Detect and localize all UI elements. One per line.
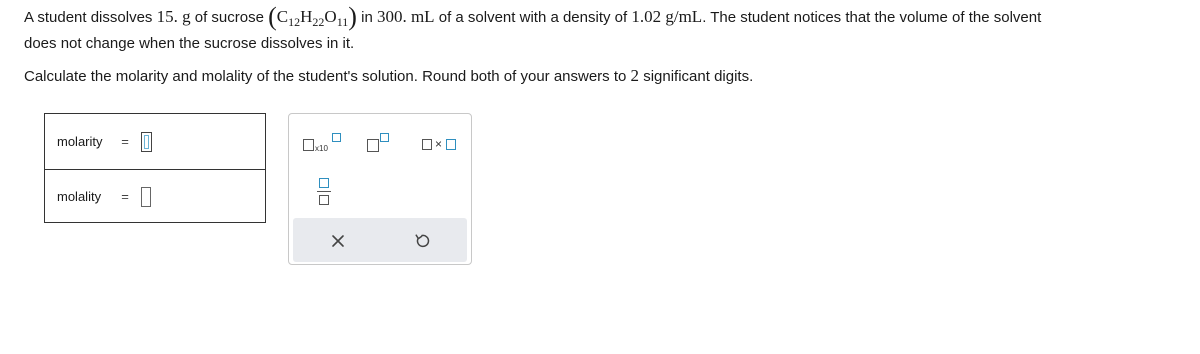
mass-value: 15. [156, 7, 178, 26]
molarity-input[interactable] [141, 132, 152, 152]
close-paren: ) [348, 2, 357, 31]
problem-line-2: does not change when the sucrose dissolves in it. [24, 35, 355, 52]
denominator-box-icon [319, 195, 329, 205]
multiply-button[interactable] [422, 132, 462, 158]
molarity-row [45, 114, 265, 170]
open-paren: ( [268, 2, 277, 31]
problem-text: of sucrose [190, 9, 269, 26]
base-box-icon [367, 139, 379, 152]
volume-value: 300. [376, 7, 407, 26]
math-palette [288, 113, 472, 265]
clear-icon[interactable] [329, 232, 347, 250]
base-box-icon [303, 139, 314, 151]
exponent-box-icon [332, 133, 341, 142]
answer-table [44, 113, 266, 223]
times-icon: × [435, 137, 443, 151]
problem-text: of a solvent with a density of [434, 9, 632, 26]
volume-unit: mL [406, 7, 435, 26]
superscript-button[interactable] [367, 132, 397, 158]
equals-sign: = [121, 134, 129, 149]
sig-digits-value: 2 [630, 66, 640, 85]
problem-text: . The student notices that the volume of the solvent [702, 9, 1042, 26]
equals-sign: = [121, 189, 129, 204]
density-value: 1.02 [631, 7, 662, 26]
left-box-icon [422, 139, 432, 150]
mass-unit: g [177, 7, 191, 26]
scientific-notation-button[interactable] [303, 132, 343, 158]
molarity-label: molarity [57, 134, 103, 149]
numerator-box-icon [319, 178, 329, 188]
x10-label: x10 [315, 144, 328, 153]
fraction-button[interactable] [317, 176, 333, 208]
molality-label: molality [57, 189, 102, 204]
superscript-box-icon [380, 133, 389, 142]
molality-input[interactable] [141, 187, 151, 207]
problem-text: in [356, 9, 377, 26]
problem-text: A student dissolves [24, 9, 157, 26]
fraction-bar-icon [317, 191, 331, 192]
undo-icon[interactable] [413, 232, 431, 250]
density-unit: g/mL [661, 7, 703, 26]
sucrose-formula: $C_{12}H_{22}O_{11}$ [276, 7, 349, 29]
right-box-icon [446, 139, 456, 150]
question-text: Calculate the molarity and molality of the student's solution. Round both of your answers to 2 significant digits. [24, 66, 754, 85]
problem-line-1 [24, 4, 1184, 31]
problem-statement [24, 4, 1184, 57]
action-bar [293, 218, 467, 262]
molality-row [45, 169, 265, 224]
